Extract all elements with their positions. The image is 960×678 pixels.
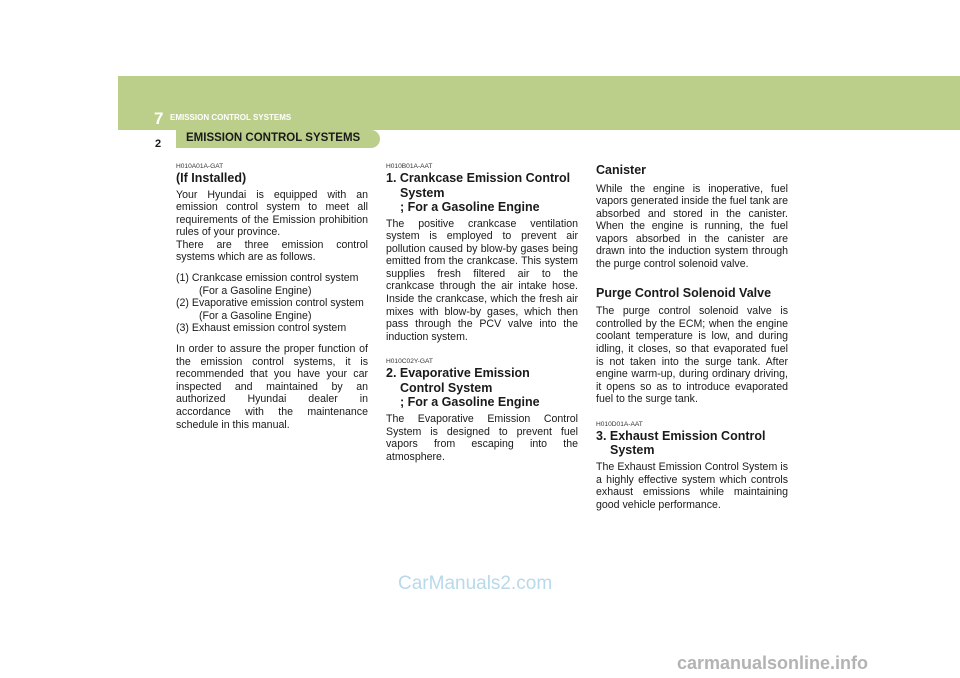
section-code: H010B01A-AAT: [386, 163, 433, 170]
column-3: [596, 163, 788, 511]
section-title: (If Installed): [176, 171, 247, 185]
watermark-carmanualsonline: carmanualsonline.info: [677, 653, 869, 673]
section-title: 3. Exhaust Emission Control System: [596, 428, 766, 458]
column-1: [176, 163, 368, 431]
canister-title: Canister: [596, 163, 647, 177]
section-tab: [176, 130, 380, 148]
section-code: H010D01A-AAT: [596, 420, 643, 428]
paragraph: The purge control solenoid valve is controlled by the ECM; when the engine coolant temperature is low, and during idling, it closes, so that evaporated fuel is not taken into the surge tank. After engine warm-up, during ordinary driving, it opens so as to introduce evaporated fuel to the surge tank.: [596, 305, 788, 406]
paragraph: In order to assure the proper function of the emission control systems, it is recommended that you have your car inspected and maintained by an authorized Hyundai dealer in accordance with the maintenance schedule in this manual.: [176, 343, 368, 431]
list-item: (1) Crankcase emission control system (For a Gasoline Engine): [176, 272, 359, 297]
section-code: H010C02Y-GAT: [386, 358, 433, 366]
paragraph: The Evaporative Emission Control System is designed to prevent fuel vapors from escaping into the atmosphere.: [386, 412, 578, 463]
section-title: 1. Crankcase Emission Control System ; For a Gasoline Engine: [386, 171, 571, 214]
paragraph: The positive crankcase ventilation system is employed to prevent air pollution caused by blow-by gases being emitted from the crankcase. This system supplies fresh filtered air to the crankcase through the air intake hose. Inside the crankcase, which the fresh air mixes with blow-by gases, which then pass through the PCV valve into the induction system.: [386, 217, 578, 343]
section-title: 2. Evaporative Emission Control System ; For a Gasoline Engine: [386, 366, 540, 410]
list-item: (3) Exhaust emission control system: [176, 322, 347, 335]
section-code: H010A01A-GAT: [176, 163, 224, 170]
column-2: [386, 163, 578, 463]
paragraph: There are three emission control systems which are as follows.: [176, 238, 368, 264]
chapter-title: EMISSION CONTROL SYSTEMS: [170, 113, 292, 122]
paragraph: While the engine is inoperative, fuel vapors generated inside the fuel tank are absorbed and stored in the canister. When the engine is running, the fuel vapors absorbed in the canister are drawn into the induction system through the purge control solenoid valve.: [596, 182, 788, 271]
purge-valve-title: Purge Control Solenoid Valve: [596, 285, 772, 300]
page-number: 2: [155, 138, 162, 150]
chapter-number: 7: [154, 109, 164, 128]
system-list: [176, 272, 368, 335]
list-item: (2) Evaporative emission control system (For a Gasoline Engine): [176, 297, 364, 322]
watermark-carmanuals2: CarManuals2.com: [398, 573, 553, 594]
section-tab-label: EMISSION CONTROL SYSTEMS: [186, 132, 361, 144]
paragraph: Your Hyundai is equipped with an emission control system to meet all requirements of the Emission prohibition rules of your province.: [176, 188, 368, 239]
paragraph: The Exhaust Emission Control System is a highly effective system which controls exhaust emissions while maintaining good vehicle performance.: [596, 460, 788, 511]
